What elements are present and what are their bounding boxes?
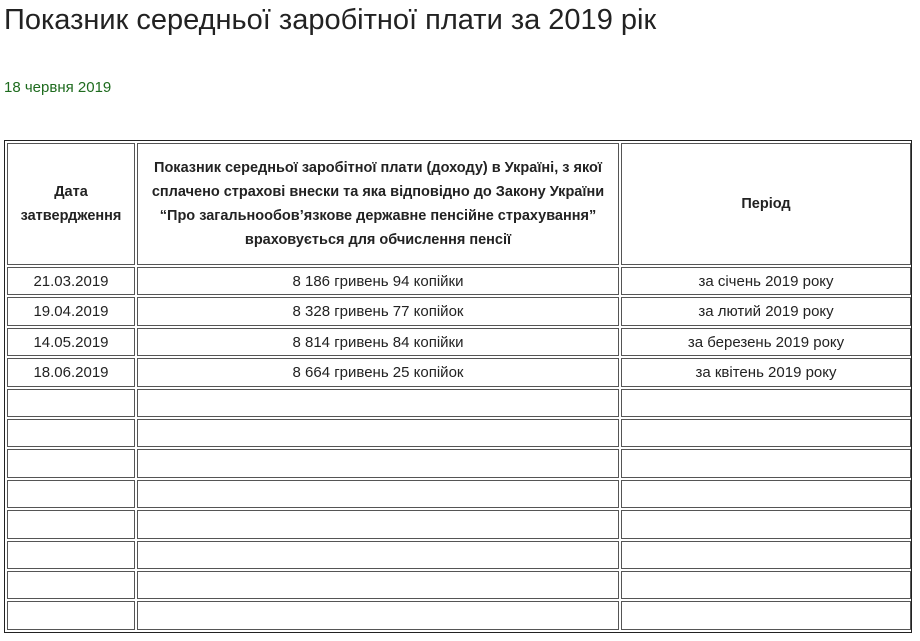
cell-period [621,541,911,569]
cell-salary-value [137,480,619,508]
cell-period: за березень 2019 року [621,328,911,356]
cell-salary-value: 8 664 гривень 25 копійок [137,358,619,386]
salary-table [5,141,913,632]
cell-approval-date [7,571,135,599]
table-row [7,541,911,569]
table-row [7,601,911,630]
cell-period [621,510,911,538]
cell-period [621,419,911,447]
cell-salary-value [137,571,619,599]
cell-salary-value [137,541,619,569]
cell-approval-date [7,480,135,508]
cell-salary-value [137,601,619,630]
cell-period: за січень 2019 року [621,267,911,295]
table-header-row [7,143,911,265]
table-row [7,267,911,295]
cell-approval-date [7,389,135,417]
cell-salary-value: 8 186 гривень 94 копійки [137,267,619,295]
cell-salary-value: 8 328 гривень 77 копійок [137,297,619,325]
cell-approval-date [7,510,135,538]
table-row [7,328,911,356]
cell-salary-value [137,419,619,447]
cell-approval-date: 21.03.2019 [7,267,135,295]
header-salary-indicator: Показник середньої заробітної плати (доходу) в Україні, з якої сплачено страхові внески та яка відповідно до Закону України “Про загальнообов’язкове державне пенсійне страхування” враховується для обчислення пенсії [137,143,619,265]
cell-approval-date [7,541,135,569]
cell-approval-date [7,449,135,477]
page-title: Показник середньої заробітної плати за 2019 рік [4,4,657,36]
table-row [7,297,911,325]
table-row [7,510,911,538]
table-body [7,267,911,630]
cell-approval-date [7,601,135,630]
cell-period: за квітень 2019 року [621,358,911,386]
cell-period [621,601,911,630]
cell-period [621,571,911,599]
table-row [7,358,911,386]
publish-date: 18 червня 2019 [4,79,112,96]
table-row [7,480,911,508]
cell-approval-date: 18.06.2019 [7,358,135,386]
table-row [7,389,911,417]
cell-period [621,480,911,508]
cell-period: за лютий 2019 року [621,297,911,325]
cell-period [621,449,911,477]
table-row [7,419,911,447]
salary-table-container [4,140,912,633]
cell-approval-date: 19.04.2019 [7,297,135,325]
cell-period [621,389,911,417]
cell-salary-value [137,449,619,477]
cell-salary-value [137,510,619,538]
cell-salary-value [137,389,619,417]
header-approval-date: Дата затвердження [7,143,135,265]
header-period: Період [621,143,911,265]
cell-salary-value: 8 814 гривень 84 копійки [137,328,619,356]
cell-approval-date [7,419,135,447]
table-row [7,449,911,477]
table-row [7,571,911,599]
cell-approval-date: 14.05.2019 [7,328,135,356]
